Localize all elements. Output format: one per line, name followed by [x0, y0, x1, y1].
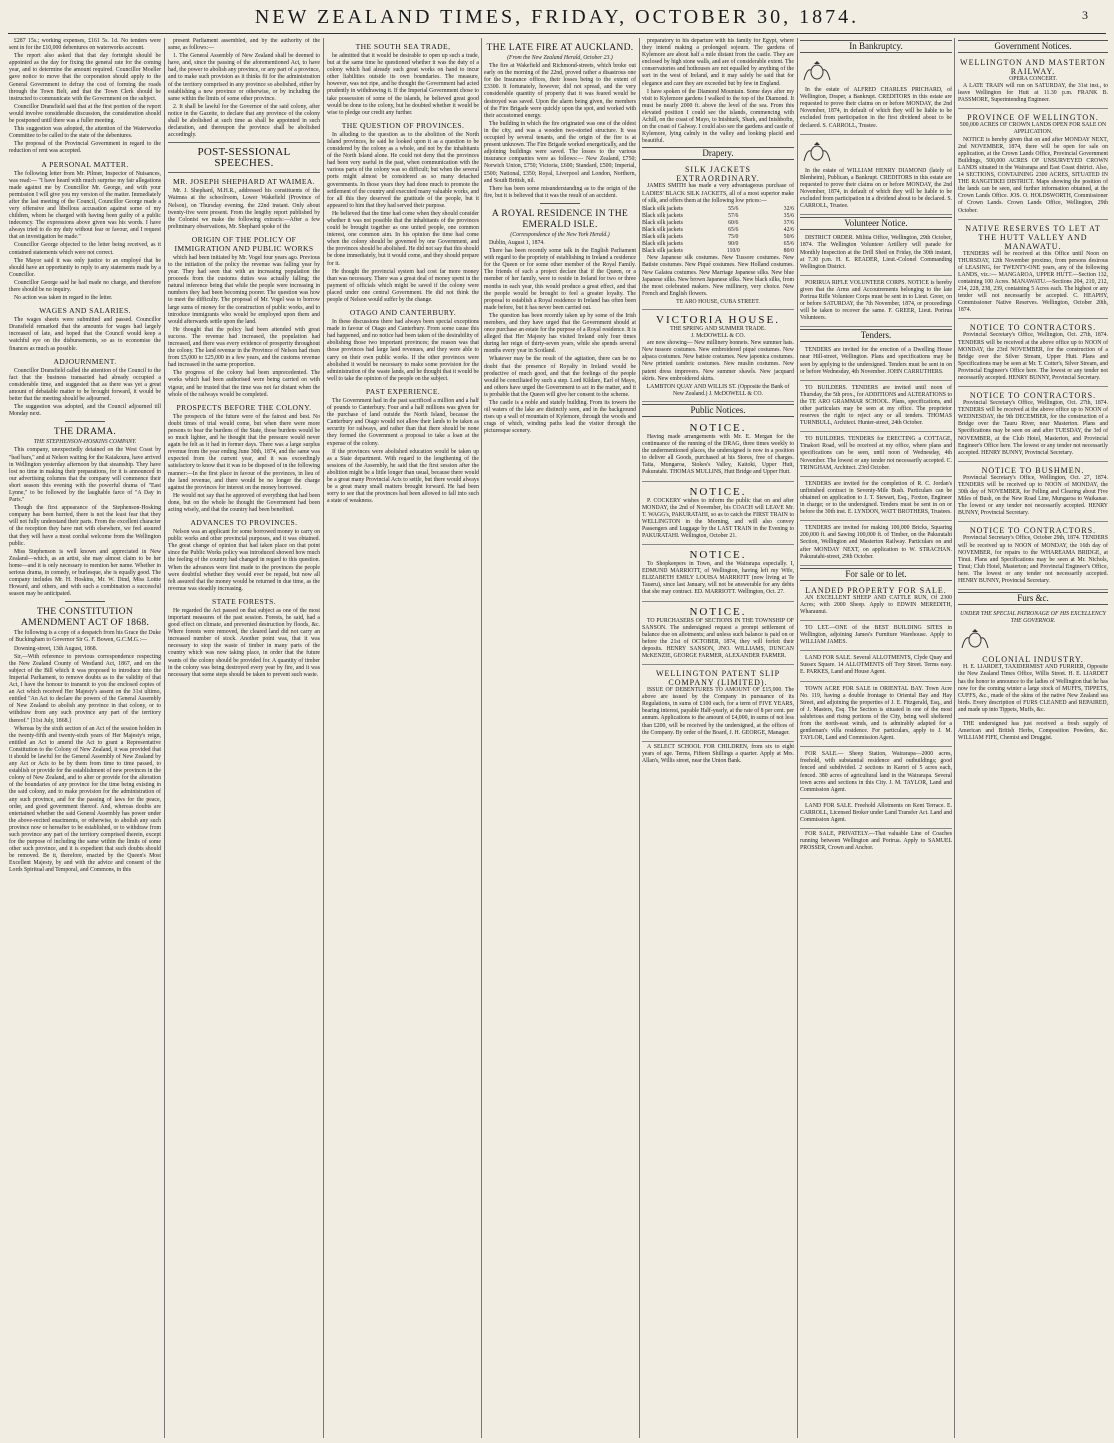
ad-title: NOTICE.: [689, 421, 747, 434]
column-1: [9, 38, 161, 1440]
paragraph: He thought that the policy had been attended with great success. The revenue had increased, the population had increased, and there was every evidence of prosperity throughout the colony. The land revenue in the Province of Nelson had risen from £5,000 to £25,000 in a few years, and the customs revenue had increased in the same proportion.: [168, 326, 320, 369]
ad-text: AN EXCELLENT SHEEP AND CATTLE RUN, Of 2300 Acres; with 2000 Sheep. Apply to EDWIN MEREDITH, Wharaunui.: [800, 594, 952, 615]
price-was: 55/6: [728, 205, 739, 212]
price-name: Black silk jackets: [642, 219, 683, 226]
ad-text: are now showing— New millinery bonnets. New summer hats. New tussore costumes. New embroidered piqué costumes. New alpaca costumes. New batiste costumes. New japonica costumes. New printed cambric costumes. New muslin costumes. New patent dress improvers. New summer shawls. New jacquard skirts. New embroidered skirts.: [642, 340, 794, 382]
article-body: [9, 447, 161, 598]
article-body: [484, 63, 636, 200]
paragraph: he admitted that it would be desirable to open up such a trade, but at the same time he questioned whether it was the duty of a colony which had already such great works on hand to incur other liabilities outside its own boundaries. The measure, however, was not ripe, and he thought the Government had acted prudently in withdrawing it. If the Imperial Government chose to take possession of some of the islands, he believed great good would be done to the colony, but he doubted whether it would be wise to pledge our credit any further.: [327, 53, 479, 116]
article-headline: POST-SESSIONAL SPEECHES.: [197, 146, 291, 170]
ad-title: NOTICE TO CONTRACTORS.: [969, 526, 1097, 536]
notice: [800, 278, 952, 328]
section-heading: STATE FORESTS.: [211, 596, 277, 606]
paragraph: This suggestion was adopted, the attention of the Waterworks Committee to be called to the state of the debentures.: [9, 126, 161, 140]
tender: [800, 434, 952, 476]
notice: [642, 547, 794, 601]
paragraph: Councillor Dransfield said that at the first portion of the report would involve considerable discussion, the consideration should be postponed until there was a fuller meeting.: [9, 103, 161, 125]
royal-arms-icon: [800, 141, 834, 163]
ad-text: A SELECT SCHOOL FOR CHILDREN, from six to eight years of age. Terms, Fifteen Shillings a quarter. Apply at Mrs. Allan's, Willis street, near the Union Bank.: [642, 743, 794, 764]
price-now: 35/6: [783, 212, 794, 219]
column-divider: [481, 38, 482, 1438]
article-headline: THE LATE FIRE AT AUCKLAND.: [486, 42, 634, 53]
column-4: [484, 38, 636, 1440]
paragraph: Sir,—With reference to previous correspondence respecting the New Zealand County of Westland Act, 1867, and on the subject of the Bill which it was proposed to introduce into the Imperial Parliament, to remove doubts as to the validity of that Act, I have the honour to transmit to you the enclosed copies of an Act which received Her Majesty's assent on the 31st ultimo, entitled "An Act to declare the powers of the General Assembly of New Zealand to abolish any province in that colony, or to withdraw from any such province any part of the territory thereof." [31st July, 1868.]: [9, 653, 161, 724]
ad-text: LAND FOR SALE. Several ALLOTMENTS, Clyde Quay and Sussex Square. 14 ALLOTMENTS off Tory Street. Terms easy. E. PARKES, Land and House Agent.: [800, 655, 952, 676]
column-divider: [164, 38, 165, 1438]
ad-text: TENDERS will be received at this Office until Noon on THURSDAY, 12th November proximo, from persons desirous of LEASING, for TWENTY-ONE years, any of the following LANDS, viz.:— MANGAROA, UPPER HUTT.—Section 132, containing 100 Acres. MANAWATU.—Sections 204, 210, 212, 214, 228, 238, 239, containing 5 Acres each. The highest or any tender will not necessarily be accepted. C. HEAPHY, Commissioner Native Reserves. Wellington, October 20th, 1874.: [958, 250, 1108, 314]
article-body: [9, 317, 161, 352]
advertisement: [800, 653, 952, 681]
notice: [958, 464, 1108, 523]
ad-text: FOR SALE, PRIVATELY.—That valuable Line of Coaches running between Wellington and Porirua. Apply to SAMUEL PROSSER, Crown and Anchor.: [800, 831, 952, 852]
royal-arms-icon: [800, 60, 834, 82]
column-divider: [639, 38, 640, 1438]
paragraph: The proposal of the Provincial Government in regard to the reduction of rent was accepted.: [9, 141, 161, 155]
paragraph: Miss Stephenson is well known and appreciated in New Zealand—which, as an artist, she may almost claim to be her home—and it is only necessary to mention her name. Whether in serious drama, in comedy, or burlesque, she is equally good. The company includes Mr. H. Hoskins, Mr. W. Dind, Miss Lottie Howard, and others, and with such a combination a successful season may be anticipated.: [9, 548, 161, 598]
paragraph: Nelson was an applicant for some borrowed money to carry on public works and other provincial purposes, and it was obtained. The great change of opinion that had taken place on that point since the Public Works policy was introduced showed how much the feeling of the country had changed in regard to this question. When the advances were first made to the provinces the people were doubtful whether they would ever be repaid, but now all felt assured that the money would be returned in due time, as the revenue was steadily increasing.: [168, 529, 320, 592]
ad-text: TO BUILDERS. TENDERS for ERECTING a COTTAGE, Tinakori Road, will be received at my office, where plans and specifications can be seen, until noon of Wednesday, 4th November. The lowest or any tender not necessarily accepted. C. TRINGHAM, Architect. 23rd October.: [800, 436, 952, 471]
article-body: [327, 398, 479, 505]
price-name: Black silk jackets: [642, 212, 683, 219]
section-heading: OTAGO AND CANTERBURY.: [349, 308, 457, 318]
price-name: Black silk jackets: [642, 205, 683, 212]
section-banner-tenders: Tenders.: [800, 329, 952, 342]
paragraph: Whereas by the sixth section of an Act of the session holden in the twenty-fifth and twenty-sixth years of Her Majesty's reign, entitled an Act to amend the Act to grant a Representative Constitution to the Colony of New Zealand, it was provided that it should be lawful for the General Assembly of New Zealand by any Act or Acts to be by them from time to time passed, to establish or provide for the establishment of new provinces in the colony of New Zealand, and to alter or provide for the alteration of the boundaries of any province for the time being existing in the said colony, and to make provision for the administration of any such province, and for the passing of laws for the peace, order, and good government thereof. And, whereas doubts are entertained whether the said General Assembly has power under the above-recited enactments, or otherwise, to abolish any such province now or hereafter to be established, or to withdraw from such province any part of the territory comprised therein, except for the purpose of including the same within the limits of some other such province, and it is expedient that such doubts should be removed. Be it, therefore, enacted by the Queen's Most Excellent Majesty, by and with the advice and consent of the Lords Spiritual and Temporal, and Commons, in this: [9, 725, 161, 874]
section-banner-for-sale: For sale or to let.: [800, 568, 952, 581]
article-body: [9, 171, 161, 303]
notice: [958, 389, 1108, 462]
paragraph: Councillor Dransfield called the attention of the Council to the fact that the business transacted had already occupied a considerable time, and suggested that as there was yet a great amount of debatable matter to be brought forward, it would be better that the meeting should be adjourned.: [9, 367, 161, 403]
advertisement: [642, 312, 794, 402]
ad-text: Provincial Secretary's Office, Wellington, Oct. 27th, 1874. TENDERS will be received at the above office up to NOON of MONDAY, the 23rd NOVEMBER, for the construction of a Bridge over the Silver Stream, Upper Hutt. Plans and Specifications may be seen at Mr. T. Cotter's, Silver Stream, and Provincial Engineer's Office here. The lowest or any tender not necessarily accepted. HENRY BUNNY, Provincial Secretary.: [958, 332, 1108, 381]
notice: [958, 524, 1108, 590]
ad-text: TO BUILDERS. TENDERS are invited until noon of Thursday, the 5th prox., for ADDITIONS and ALTERATIONS to the TE ARO GRAMMAR SCHOOL. Plans, specifications, and other particulars may be seen at my office. The proprietor reserves the right to reject any or all tenders. THOMAS TURNBULL, Architect. Hunter-street, 24th October.: [800, 384, 952, 427]
column-divider: [954, 38, 955, 1438]
advertisement: [800, 684, 952, 748]
ad-title: NOTICE TO CONTRACTORS.: [969, 391, 1097, 401]
column-divider: [797, 38, 798, 1438]
column-6: [800, 38, 952, 1440]
advertisement: [800, 749, 952, 799]
price-was: 65/6: [728, 226, 739, 233]
article-body: [9, 368, 161, 419]
ad-text: A LATE TRAIN will run on SATURDAY, the 31st inst., to leave Wellington for Hutt at 11.30 p.m. FRANK B. PASSMORE, Superintending Engineer.: [958, 83, 1108, 104]
royal-arms-icon: [958, 628, 992, 650]
article-body: [168, 529, 320, 593]
article-headline: THE DRAMA.: [53, 426, 117, 438]
paragraph: The prospects of the future were of the fairest and best. No doubt times of trial would come, but when there were more persons to bear the burdens of the State, those burdens would be so much lighter, and he thought that the pressure would never again be felt as it had in former days. There was a large surplus revenue from the year ending June 30th, 1874, and the same was expected from the current year, and it was exceedingly satisfactory to know that it was to be disposed of in the following manner:—In the first place in favour of the provinces, in lieu of the land revenue, and there would be no longer the charge against the provinces for interest on the money borrowed.: [168, 413, 320, 491]
paragraph: The suggestion was adopted, and the Council adjourned till Monday next.: [9, 404, 161, 418]
ad-text: Provincial Secretary's Office, Wellington, Oct. 27th, 1874. TENDERS will be received at the above office up to NOON of WEDNESDAY, the 9th DECEMBER, for the construction of a Bridge over the Tauru River, near Masterton. Plans and Specifications may be seen on and after TUESDAY, the 3rd of NOVEMBER, at the Club Hotel, Masterton, and Provincial Engineer's Office here. The lowest or any tender not necessarily accepted. HENRY BUNNY, Provincial Secretary.: [958, 400, 1108, 456]
paragraph: The wages sheets were submitted and passed. Councillor Dransfield remarked that the amounts for wages had largely increased of late, and hoped that the Council would keep a watchful eye on the disbursements, so as to economise the finances as much as possible.: [9, 317, 161, 352]
ad-text: JAMES SMITH has made a very advantageous purchase of LADIES' BLACK SILK JACKETS, all of a most superior make of silk, and offers them at the following low prices:—: [642, 183, 794, 204]
article-body: [168, 414, 320, 514]
paragraph: In these discussions there had always been special exceptions made in favour of Otago and Canterbury. From some cause this had happened, and no notice had been taken of the desirability of abolishing those two important provinces; the reason was that those provinces had large land revenues, and they were able to carry on their own public works. If the other provinces were abolished it would be necessary to make some provision for the administration of the waste lands, and he thought that it would be well to take the opinion of the people on the subject.: [327, 319, 479, 382]
ad-text: H. E. LIARDET, TAXIDERMIST AND FURRIER, Opposite the New Zealand Times Office, Willis Street. H. E. LIARDET has the honor to announce to the ladies of Wellington that he has now for the coming winter a large stock of MUFFS, TIPPETS, CUFFS, &c., made of the skins of the native New Zealand sea birds. Every description of FURS CLEANED and REPAIRED, and made up into Tippets, Muffs, &c.: [958, 664, 1108, 713]
price-now: 42/6: [783, 226, 794, 233]
paragraph: There has been recently some talk in the English Parliament with regard to the propriety of establishing in Ireland a residence for the Queen or for some other member of the Royal Family. The friends of such a project declare that if the Queen, or a member of her family, were to reside in Ireland for two or three months in each year, this would produce a great effect, and that the people would be brought to feel a greater loyalty. The proposal to establish a Royal residence in Ireland has often been made before, but it has never been carried out.: [484, 248, 636, 311]
advertisement: [958, 608, 1108, 719]
paragraph: The report also asked that that day fortnight should be appointed as the day for fixing the general rate for the coming year, and to determine the amount required. Councillor Moeller gave notice to move that the corporation should apply to the General Government to defray the cost of forming the roads through the Town Belt, and that the Town Clerk should be instructed to communicate with the Government on the subject.: [9, 53, 161, 102]
price-row: [642, 213, 794, 220]
ad-text: DISTRICT ORDER. Militia Office, Wellington, 29th October, 1874. The Wellington Volunteer Artillery will parade for Monthly Inspection at the Drill Shed on Friday, the 30th instant, at 7.30 p.m. H. E. READER, Lieut.-Colonel Commanding Wellington District.: [800, 235, 952, 270]
ad-text: Having made arrangements with Mr. E. Mergan for the continuance of the running of the DRAG, three times weekly to the undermentioned places, the undersigned is now in a position to deliver all Goods, purchased at his Stores, free of charges. Taita, Mungaroa, Stokes's Valley, Kaitoki, Upper Hutt, Pakuratahi. THOMAS MULLINS, Hutt Bridge and Upper Hutt.: [642, 433, 794, 476]
notice: [958, 111, 1108, 219]
price-was: 57/6: [728, 212, 739, 219]
advertisement: [642, 163, 794, 310]
notice: [800, 56, 952, 135]
paragraph: Councillor George said he had made no charge, and therefore there should be no inquiry.: [9, 279, 161, 293]
ad-address: LAMBTON QUAY AND WILLIS ST. (Opposite the Bank of New Zealand.) J. McDOWELL & CO.: [646, 383, 790, 397]
column-divider: [323, 38, 324, 1438]
column-7: [958, 38, 1108, 1440]
section-heading: ADVANCES TO PROVINCES.: [190, 518, 298, 528]
paragraph: The Mayor said it was only justice to an employé that he should have an opportunity to reply to any statements made by a Councillor.: [9, 257, 161, 278]
ad-title: WELLINGTON PATENT SLIP COMPANY (LIMITED).: [655, 669, 781, 688]
ad-title: LANDED PROPERTY FOR SALE.: [805, 585, 947, 595]
ad-title: PROVINCE OF WELLINGTON.: [967, 113, 1099, 123]
notice: [958, 56, 1108, 109]
ad-text: To Shopkeepers in Town, and the Wairarapa especially. I, EDMUND MARRIOTT, of Wellington, having left my Wife, ELIZABETH EMILY LOUISA MARRIOTT (now living at Te Taueru), since last January, will not be answerable for any debts that she may contract. ED. MARRIOTT. Wellington, Oct. 27.: [642, 561, 794, 596]
article-source: (Correspondence of the New York Herald.): [510, 231, 610, 238]
ad-text: NOTICE is hereby given that on and after MONDAY NEXT, 2nd NOVEMBER, 1874, there will be open for sale on application, at the Crown Lands Office, Provincial Government Buildings, 500,000 ACRES OF UNSURVEYED CROWN LANDS situated in the Wairarapa and East Coast district. Also, 14 SECTIONS, CONTAINING 2300 ACRES, SITUATED IN THE RANGITIKEI DISTRICT. Maps showing the position of the lands can be seen, and further information obtained, at the Crown Lands Office. JOS. O. HOLDSWORTH, Commissioner of Crown Lands. Crown Lands Office, Wellington, 29th October.: [958, 136, 1108, 214]
column-3: [327, 38, 479, 1440]
paragraph: Dublin, August 1, 1874.: [489, 239, 545, 246]
notice: [642, 604, 794, 666]
divider: [65, 601, 105, 602]
tender: [800, 383, 952, 433]
paragraph: present Parliament assembled, and by the authority of the same, as follows:—: [168, 38, 320, 52]
section-heading: THE SOUTH SEA TRADE,: [355, 42, 451, 51]
price-name: Black silk jackets: [642, 248, 683, 255]
article-body: [642, 38, 794, 145]
article-body: [168, 255, 320, 399]
price-row: [642, 234, 794, 241]
article-body: [327, 53, 479, 117]
article-source: (From the New Zealand Herald, October 23.): [507, 55, 613, 61]
advertisement: [800, 623, 952, 651]
section-banner-furs: Furs &c.: [958, 592, 1108, 605]
paragraph: Downing-street, 13th August, 1868.: [14, 645, 98, 652]
paragraph: 1. The General Assembly of New Zealand shall be deemed to have, and, since the passing of the aforementioned Act, to have had, the power to abolish any province, or any part of a province, and to make such provision as it thinks fit for the administration of the territory comprised in any province so abolished, either by establishing a new province or otherwise, or by including the same within the limits of some other province.: [168, 53, 320, 102]
tender: [800, 345, 952, 380]
masthead-rule: [8, 33, 1106, 34]
paragraph: The castle is a noble and stately building. From its towers the oil waters of the lake are distinctly seen, and in the background rises up a wall of mountain of Kylemore, through the woods and crags of which, winding paths lead the visitor through the picturesque scenery.: [484, 400, 636, 435]
notice: [800, 137, 952, 216]
notice: [642, 420, 794, 482]
ad-title: NOTICE TO CONTRACTORS.: [969, 323, 1097, 333]
section-heading: A PERSONAL MATTER.: [41, 159, 129, 169]
ad-title: NOTICE TO BUSHMEN.: [981, 465, 1085, 475]
section-banner-drapery: Drapery.: [642, 147, 794, 160]
ad-subtitle: THE SPRING AND SUMMER TRADE.: [670, 326, 766, 332]
divider: [540, 203, 580, 204]
price-was: 110/0: [726, 248, 740, 255]
ad-text: TOWN ACRE FOR SALE in ORIENTAL BAY. Town Acre No. 119, having a double frontage to Oriental Bay and Hay Street, and adjoining the properties of J. E. Fitzgerald, Esq., and of J. Masters, Esq. The Section is situated in one of the most salubrious and rising portions of the City, being well sheltered from the north-east winds, and is admirably adapted for a gentleman's villa residence. For particulars, apply to J. M. TAYLOR, Land and Commission Agent.: [800, 685, 952, 742]
price-now: 37/6: [783, 219, 794, 226]
section-banner-public-notices: Public Notices.: [642, 404, 794, 417]
price-was: 75/0: [728, 234, 739, 241]
advertisement: [800, 801, 952, 829]
section-heading: PROSPECTS BEFORE THE COLONY.: [176, 402, 312, 412]
paragraph: He would not say that he approved of everything that had been done, but on the whole he thought the Government had been acting wisely, and that the country had been benefited.: [168, 492, 320, 513]
paragraph: He thought the provincial system had cost far more money than was necessary. There was a great deal of money spent in the payment of officials which might be saved if the colony were placed under one central Government. He did not think the people of Nelson would suffer by the change.: [327, 268, 479, 303]
section-banner-bankruptcy: In Bankruptcy.: [800, 40, 952, 53]
article-body: [327, 319, 479, 383]
masthead-title: NEW ZEALAND TIMES, FRIDAY, OCTOBER 30, 1874.: [254, 6, 860, 28]
column-2: [168, 38, 320, 1440]
section-heading: ORIGIN OF THE POLICY OF IMMIGRATION AND PUBLIC WORKS: [174, 234, 314, 253]
paragraph: The following letter from Mr. Pilmer, Inspector of Nuisances, was read:— "I have heard with much surprise my fair allegations made against me by Councillor Mr. George, and with your permission I will give you my version of the matter. Immediately after the last meeting of the Council, Councillor George made a very offensive and libellous accusation against some of my children, whom he charged with having been guilty of a public indecency. The expressions above given was his words. I have always tried to do my duty without fear or favour, and I request that an investigation be made.": [9, 170, 161, 241]
ad-title: VICTORIA HOUSE.: [656, 314, 780, 326]
ad-title: COLONIAL INDUSTRY.: [982, 655, 1084, 665]
ad-text: P. COCKERY wishes to inform the public that on and after MONDAY, the 2nd of November, his COACH will LEAVE Mr. T. WAGG's, PAKURATAHI, so as to catch the FIRST TRAIN to WELLINGTON in the Morning, and will also convey Passengers and Luggage by the LAST TRAIN in the Evening to PAKURATAHI. Wellington, October 21.: [642, 497, 794, 539]
section-banner-volunteer: Volunteer Notice.: [800, 217, 952, 230]
paragraph: He regarded the Act passed on that subject as one of the most important measures of the past session. Forests, he said, had a good effect on climate, and prevented destruction by floods, &c. Where forests were removed, the cleared land did not carry an increased number of stock. Another point was, that it was necessary to stop the waste of timber in many parts of the country which was now taking place, in order that the future wants of the colony should be provided for. A quantity of timber in the colony was being destroyed every year by fire, and it was necessary that some steps should be taken to prevent such waste.: [168, 607, 320, 678]
paragraph: This company, unexpectedly detained on the West Coast by "bad bars," and at Nelson waiting for the Kaiakoura, have arrived in Wellington yesterday afternoon by that steamship. They have lost no time in making their preparations, for it is announced in our advertising columns that the company will commence their short season this evening with the powerful drama of "East Lynne," to be followed by the laughable farce of "A Day in Paris.": [9, 447, 161, 504]
article-headline: A ROYAL RESIDENCE IN THE EMERALD ISLE.: [491, 207, 629, 230]
tender: [800, 479, 952, 521]
divider: [65, 421, 105, 422]
ad-text: TO PURCHASERS OF SECTIONS IN THE TOWNSHIP OF SANSON. The undersigned request a prompt settlement of balance due on allotments; and unless such balance is paid on or before the 21st of OCTOBER, 1874, they will forfeit their deposits. HENRY SANSON, JNO. WILLIAMS, DUNCAN McKENZIE, GEORGE FARMER, ALEXANDER FARMER.: [642, 617, 794, 659]
article-headline: THE CONSTITUTION AMENDMENT ACT OF 1868.: [20, 606, 150, 629]
ad-text: In the estate of WILLIAM HENRY DIAMOND (lately of Blenheim), Publican, a Bankrupt. CREDITORS in this estate are requested to prove their claims on or before MONDAY, the 2nd November, 1874, in default of which they will be liable to be excluded from participation in a dividend about to be declared. S. CARROLL, Trustee.: [800, 167, 952, 210]
section-heading: PAST EXPERIENCE.: [365, 386, 441, 396]
ad-title: NOTICE.: [689, 605, 747, 618]
paragraph: Councillor George objected to the letter being received, as it contained statements which were not correct.: [9, 242, 161, 256]
article-body: [9, 53, 161, 155]
ad-text: New Japanese silk costumes. New Tussore costumes. New Batiste costumes. New Piqué costumes. New Holland costumes. New Galatea costumes. New Marriage Japanese silks. New blue Japanese silks. New brown Japanese silks. New black silks, from the most celebrated makers. New millinery, very choice. New French and English flowers.: [642, 255, 794, 297]
article-body: [168, 188, 320, 231]
ad-patronage: UNDER THE SPECIAL PATRONAGE OF HIS EXCELLENCY THE GOVERNOR.: [960, 611, 1106, 625]
article-body: [327, 132, 479, 304]
ad-title: NOTICE.: [689, 549, 747, 562]
notice: [958, 321, 1108, 387]
ad-subtitle: 500,000 ACRES OF CROWN LANDS OPEN FOR SALE ON APPLICATION.: [959, 122, 1107, 136]
article-subheading: THE STEPHENSON-HOSKINS COMPANY.: [33, 439, 137, 446]
ad-text: PORIRUA RIFLE VOLUNTEER CORPS. NOTICE is hereby given that the Arms and Accoutrements belonging to the late Porirua Rifle Volunteer Corps must be sent in to Lieut. Greer, on or before SATURDAY, the 7th November, 1874, or proceedings will be taken to recover the same. F. GREER, Lieut. Porirua Volunteers.: [800, 279, 952, 322]
ad-text: THE undersigned has just received a fresh supply of American and British Herbs, Composition Powders, &c. WILLIAM FIFE, Chemist and Druggist.: [958, 721, 1108, 742]
ad-text: TENDERS are invited for the completion of R. C. Jordan's unfinished contract in Seventy-Mile Bush. Particulars can be obtained on application to J. T. Stewart, Esq., Foxton, Engineer in charge; or to the undersigned. Tenders must be sent in on or before the 30th inst. E. LYNDON, WATT BROTHERS, Trustees.: [800, 480, 952, 516]
price-row: [642, 227, 794, 234]
price-name: Black silk jackets: [642, 234, 683, 241]
ad-advertiser: J. McDOWELL & CO.: [690, 333, 746, 340]
price-row: [642, 220, 794, 227]
article-body: [484, 240, 636, 436]
paragraph: preparatory to his departure with his family for Egypt, where they intend making a prolonged sojourn. The gardens of Kylemore are about half a mile distant from the castle. They are enclosed by high stone walls, and are of considerable extent. The conservatories and hothouses are not equalled by anything of the sort in the west of Ireland, and it may safely be said that for elegance and care they are exceeded but by few in England.: [642, 38, 794, 87]
paragraph: There has been some misunderstanding as to the origin of the fire, but it is believed that it was the result of an accident.: [484, 185, 636, 199]
paragraph: Whatever may be the result of the agitation, there can be no doubt that the presence of Royalty in Ireland would be productive of much good, and that the feelings of the people would be conciliated by such a step. Lord Kildare, Earl of Mayo, and others have urged the Government to act in the matter, and it is probable that the Queen will give her consent to the scheme.: [484, 356, 636, 398]
ad-text: LAND FOR SALE. Freehold Allotments on Kent Terrace. E. CARROLL, Licensed Broker under Land Transfer Act. Land and Commission Agent.: [800, 802, 952, 824]
paragraph: I have spoken of the Diamond Mountain. Some days after my visit to Kylemore gardens I walked to the top of the Diamond. It must be nearly 2000 ft. above the level of the sea. From this elevated position I could see the islands, commencing with Achill, on the coast of Mayo, to Inishturk, Shark, and Inishbofin, on the coast of Galway. I could also see the gardens and castle of Kylemore, lying calmly in the valley and looking placid and beautiful.: [642, 88, 794, 145]
paragraph: 2. It shall be lawful for the Governor of the said colony, after notice in the Gazette, to declare that any province of the colony shall be abolished at such time as shall be appointed in such declaration, and thereupon the province shall be abolished accordingly.: [168, 103, 320, 139]
tender: [800, 523, 952, 565]
paragraph: The fire at Wakefield and Richmond-streets, which broke out early on the morning of the 22nd, proved rather a disastrous one for the Insurance offices, their losses being to the extent of £3300. It fortunately, however, did not spread, and the very considerable quantity of property that it was feared would be destroyed was saved. Upon the alarm being given, the members of the Fire Brigade were quickly upon the spot, and worked with their accustomed energy.: [484, 63, 636, 119]
ad-text: FOR SALE.— Sheep Station, Wairarapa—2000 acres, freehold, with substantial residence and outbuildings; good fenced and subdivided. 2 sections in Karori of 5 acres each, fenced. 380 acres of agricultural land in the Wairarapa. Several town acres and sections in this City. J. M. TAYLOR, Land and Commission Agent.: [800, 751, 952, 793]
price-list: [642, 206, 794, 256]
section-heading: ADJOURNMENT.: [53, 356, 117, 366]
price-was: 60/6: [728, 219, 739, 226]
section-heading: WAGES AND SALARIES.: [39, 306, 131, 316]
price-row: [642, 248, 794, 255]
ad-address: TE ARO HOUSE, CUBA STREET.: [676, 298, 760, 305]
ad-title: NOTICE.: [689, 485, 747, 498]
ad-subtitle: OPERA CONCERT.: [1009, 76, 1057, 82]
price-name: Black silk jackets: [642, 241, 683, 248]
price-now: 80/0: [783, 248, 794, 255]
article-body: [168, 608, 320, 679]
ad-title: WELLINGTON AND MASTERTON RAILWAY.: [960, 58, 1106, 76]
paragraph: Though the first appearance of the Stephenson-Hosking company has been hurried, there is not the least fear that they will not fully understand their parts. From the excellent character of the reception they have met with elsewhere, we feel assured that they will have a most cordial welcome from the Wellington public.: [9, 505, 161, 547]
notice: [800, 233, 952, 275]
ad-text: In the estate of ALFRED CHARLES PRICHARD, of Wellington, Draper, a Bankrupt. CREDITORS in this estate are requested to prove their claims on or before MONDAY, the 2nd November, 1874, in default of which they will be liable to be excluded from participation in the first dividend about to be declared. S. CARROLL, Trustee.: [800, 87, 952, 129]
paragraph: The progress of the colony had been unprecedented. The works which had been authorised were being carried on with vigour, and he trusted that the time was not far distant when the whole of the railways would be completed.: [168, 370, 320, 398]
paragraph: The building in which the fire originated was one of the oldest in the city, and was a wooden two-storied structure. It was occupied by several tenants, and the origin of the fire is at present unknown. The Fire Brigade worked energetically, and the adjoining buildings were saved. The losses to the various insurance companies were as follows:— New Zealand, £750; Norwich Union, £750; Victoria, £600; Standard, £500; Imperial, £500; National, £350; Royal, Liverpool and London, Northern, and South British, nil.: [484, 120, 636, 184]
paragraph: He believed that the time had come when they should consider whether it was not possible that the inhabitants of the provinces could be brought together as one united people, one common interest, one common aim. In his opinion the time had come when the colony should be governed by one Government, and the provinces should be abolished. He did not say that this should be done immediately, but it would come, and they should prepare for it.: [327, 210, 479, 267]
price-now: 65/6: [783, 241, 794, 248]
article-body: [168, 38, 320, 139]
price-now: 50/6: [783, 234, 794, 241]
paragraph: which had been initiated by Mr. Vogel four years ago. Previous to the initiation of the policy the revenue was falling year by year. They had seen that with an increasing population the proceeds from the customs duties was actually falling; the natural inference being that while the people were increasing in numbers they had been becoming poorer. The question was how to meet the difficulty. The proposal of Mr. Vogel was to borrow large sums of money for the construction of public works, and to introduce immigrants who would be employed upon them and would afterwards settle upon the land.: [168, 254, 320, 325]
paragraph: In alluding to the question as to the abolition of the North Island provinces, he said he looked upon it as a question to be considered by the colony as a whole, and not by the inhabitants of the North Island alone. He could not deny that the provinces had been very useful in the past, when communication with the various parts of the colony was so difficult; but when the several ports might almost be considered as so many detached governments. In those years they had done much to promote the settlement of the country and executed many valuable works, and for all this they deserved the gratitude of the people, but it appeared to him that they had served their purpose.: [327, 131, 479, 209]
ad-title: SILK JACKETS EXTRAORDINARY.: [676, 165, 760, 184]
paragraph: If the provinces were abolished education would be taken up as a State department. With regard to the lengthening of the sessions of the Assembly, he said that the first session after the abolition might be a little longer than usual, because there would be a great many Provincial Acts to settle, but there would always be a great many small matters brought forward. He had been sorry to see that the provinces had been allowed to fall into such a state of weakness.: [327, 448, 479, 505]
section-heading: THE QUESTION OF PROVINCES.: [341, 120, 465, 130]
price-was: 90/0: [728, 241, 739, 248]
divider: [168, 172, 320, 173]
ad-text: TO LET.—ONE of the BEST BUILDING SITES in Wellington, adjoining James's Furniture Warehouse. Apply to WILLIAM JAMES.: [800, 624, 952, 646]
price-row: [642, 241, 794, 248]
column-5: [642, 38, 794, 1440]
paragraph: No action was taken in regard to the letter.: [14, 295, 113, 302]
notice: [642, 484, 794, 546]
divider: [168, 142, 320, 143]
ad-title: NATIVE RESERVES TO LET AT THE HUTT VALLEY AND MANAWATU.: [965, 223, 1101, 251]
page-number: 3: [1082, 8, 1088, 22]
ad-text: Provincial Secretary's Office, Wellington, Oct. 27, 1874. TENDERS will be received up to NOON of MONDAY, the 30th day of NOVEMBER, for Felling and Clearing about Five Miles of Bush, on the New Road Line, Mungaroa to Waikanae. The lowest or any tender not necessarily accepted. HENRY BUNNY, Provincial Secretary.: [958, 474, 1108, 517]
ad-text: Provincial Secretary's Office, October 29th, 1874. TENDERS will be received up to NOON of MONDAY, the 16th day of NOVEMBER, for repairs to the WHAREAMA BRIDGE, at Tinui. Plans and Specifications may be seen at Mr. Nichols, Tinui; Club Hotel, Masterton; and Provincial Engineer's Office, here. The lowest or any tender not necessarily accepted. HENRY BUNNY, Provincial Secretary.: [958, 535, 1108, 584]
paragraph: The Government had in the past sacrificed a million and a half of pounds to Canterbury. Four and a half millions was given for the purchase of land outside the North Island, because the Canterbury and Otago would not allow their lands to be taken as security for railways, and rather than that there should be none they formed the Government a proposal to take a loan at the expense of the colony.: [327, 397, 479, 447]
paragraph: The following is a copy of a despatch from his Grace the Duke of Buckingham to Governor Sir G. F. Bowen, G.C.M.G.:—: [9, 630, 161, 644]
advertisement: [642, 667, 794, 742]
ad-text: TENDERS are invited for making 100,000 Bricks, Squaring 200,000 ft. and Sawing 100,000 ft. of Timber, on the Pakuratahi Section, Wellington and Masterton Railway. Particulars on and after MONDAY NEXT, on application to W. STRACHAN. Pakuratahi-street, 29th October.: [800, 525, 952, 560]
paragraph: Mr. J. Shephard, M.H.R., addressed his constituents of the Waimea at the schoolroom, Lower Wakefield (Province of Nelson), on Thursday evening, the 22nd instant. Only about twenty-five were present. From the lengthy report published by the Colonist we make the following extracts:—After a few preliminary observations, Mr. Shephard spoke of the: [168, 188, 320, 230]
article-subheading: MR. JOSEPH SHEPHARD AT WAIMEA.: [172, 177, 316, 187]
price-now: 32/6: [783, 205, 794, 212]
article-text: £287 15s.; working expenses, £161 5s. 1d. No tenders were sent in for the £10,000 debentures on waterworks account.: [9, 38, 161, 52]
paragraph: The question has been recently taken up by some of the Irish members, and they have urged that the Government should at once purchase an estate for the purpose of a Royal residence. It is alleged that Her Majesty has visited Ireland only four times during her reign of thirty-seven years, while she spends several months every year in Scotland.: [484, 312, 636, 355]
ad-text: ISSUE OF DEBENTURES TO AMOUNT OF £15,000. The above are issued by the Company in pursuance of its Regulations, in sums of £100 each, for a term of FIVE YEARS, bearing interest, payable Half-yearly, at the rate of 8 per cent. per annum. Applications to the amount of £4,000, in sums of not less than £200, will be received by the undersigned, at the offices of the Company. By order of the Board, J. H. GEORGE, Manager.: [642, 687, 794, 736]
article-body: [9, 630, 161, 874]
advertisement: [800, 584, 952, 621]
notice: [958, 222, 1108, 320]
price-name: Black silk jackets: [642, 226, 683, 233]
price-row: [642, 206, 794, 213]
section-banner-government: Government Notices.: [958, 40, 1108, 53]
ad-text: TENDERS are invited for the erection of a Dwelling House near Hill-street, Wellington. Plans and specifications may be seen by applying to the undersigned. Tenders must be sent in on or before Wednesday, 4th November. JOHN CARRUTHERS.: [800, 347, 952, 375]
